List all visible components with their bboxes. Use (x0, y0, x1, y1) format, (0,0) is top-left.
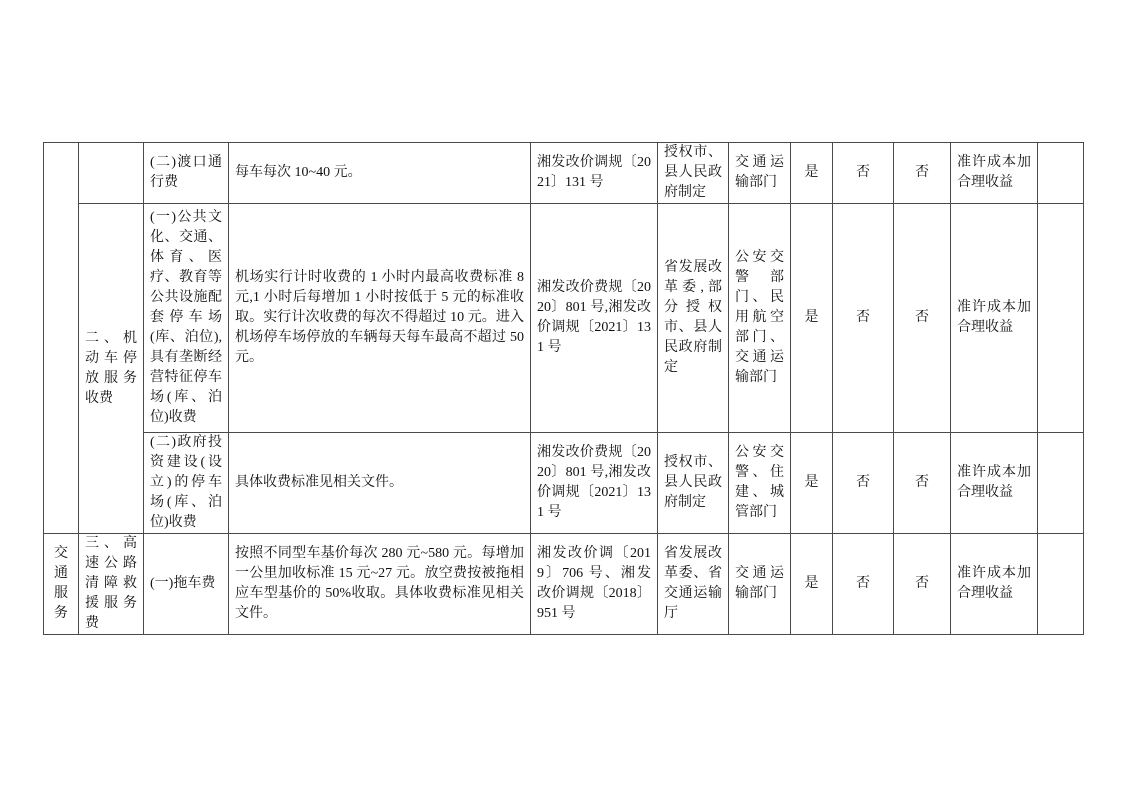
flag2-cell: 否 (833, 534, 894, 635)
subitem-cell: (一)公共文化、交通、体育、医疗、教育等公共设施配套停车场(库、泊位),具有垄断经营特征停车场(库、泊位)收费 (144, 204, 229, 433)
table-row (44, 204, 1084, 433)
standard-cell: 具体收费标准见相关文件。 (229, 433, 531, 534)
basis-cell: 湘发改价调规〔2021〕131 号 (531, 143, 658, 204)
table-row (44, 143, 1084, 204)
table-row (44, 534, 1084, 635)
flag2-cell: 否 (833, 204, 894, 433)
departments-cell: 公安交警、住建、城管部门 (729, 433, 791, 534)
standard-cell: 每车每次 10~40 元。 (229, 143, 531, 204)
remark-cell (1038, 143, 1084, 204)
departments-cell: 交通运输部门 (729, 143, 791, 204)
item-cell: 三、高速公路清障救援服务费 (79, 534, 144, 635)
table-row (44, 433, 1084, 534)
remark-cell (1038, 204, 1084, 433)
flag2-cell: 否 (833, 143, 894, 204)
flag3-cell: 否 (894, 143, 951, 204)
setter-cell: 授权市、县人民政府制定 (658, 433, 729, 534)
basis-cell: 湘发改价费规〔2020〕801 号,湘发改价调规〔2021〕131 号 (531, 204, 658, 433)
subitem-cell: (二)渡口通行费 (144, 143, 229, 204)
pricing-method-cell: 准许成本加合理收益 (951, 433, 1038, 534)
remark-cell (1038, 534, 1084, 635)
pricing-method-cell: 准许成本加合理收益 (951, 534, 1038, 635)
standard-cell: 按照不同型车基价每次 280 元~580 元。每增加一公里加收标准 15 元~27 元。放空费按被拖相应车型基价的 50%收取。具体收费标准见相关文件。 (229, 534, 531, 635)
item-cell: 二、机动车停放服务收费 (79, 204, 144, 534)
flag3-cell: 否 (894, 433, 951, 534)
pricing-method-cell: 准许成本加合理收益 (951, 204, 1038, 433)
flag2-cell: 否 (833, 433, 894, 534)
flag1-cell: 是 (791, 204, 833, 433)
basis-cell: 湘发改价费规〔2020〕801 号,湘发改价调规〔2021〕131 号 (531, 433, 658, 534)
category-cell: 交通服务 (44, 534, 79, 635)
fee-schedule-table (43, 142, 1084, 635)
departments-cell: 公安交警部门、民用航空部门、交通运输部门 (729, 204, 791, 433)
subitem-cell: (一)拖车费 (144, 534, 229, 635)
flag1-cell: 是 (791, 433, 833, 534)
item-cell (79, 143, 144, 204)
flag3-cell: 否 (894, 534, 951, 635)
setter-cell: 省发展改革委,部分授权市、县人民政府制定 (658, 204, 729, 433)
standard-cell: 机场实行计时收费的 1 小时内最高收费标准 8 元,1 小时后每增加 1 小时按低于 5 元的标准收取。实行计次收费的每次不得超过 10 元。进入机场停车场停放的车辆每天每车最高不超过 50 元。 (229, 204, 531, 433)
flag1-cell: 是 (791, 534, 833, 635)
setter-cell: 省发展改革委、省交通运输厅 (658, 534, 729, 635)
setter-cell: 授权市、县人民政府制定 (658, 143, 729, 204)
basis-cell: 湘发改价调〔2019〕706 号、湘发改价调规〔2018〕951 号 (531, 534, 658, 635)
departments-cell: 交通运输部门 (729, 534, 791, 635)
remark-cell (1038, 433, 1084, 534)
flag1-cell: 是 (791, 143, 833, 204)
flag3-cell: 否 (894, 204, 951, 433)
category-cell (44, 143, 79, 534)
pricing-method-cell: 准许成本加合理收益 (951, 143, 1038, 204)
subitem-cell: (二)政府投资建设(设立)的停车场(库、泊位)收费 (144, 433, 229, 534)
